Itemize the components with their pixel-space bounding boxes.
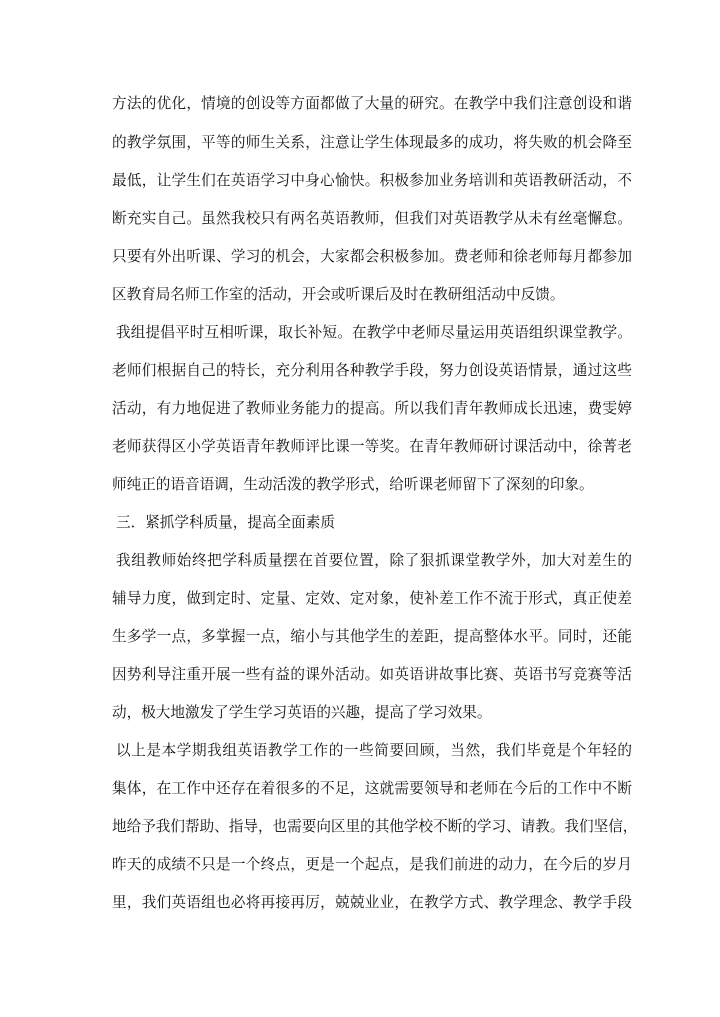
text-line: 老师们根据自己的特长，充分利用各种教学手段，努力创设英语情景，通过这些: [112, 362, 632, 379]
text-line: 动，极大地激发了学生学习英语的兴趣，提高了学习效果。: [112, 704, 492, 721]
text-line: 断充实自己。虽然我校只有两名英语教师，但我们对英语教学从未有丝毫懈怠。: [112, 210, 632, 227]
text-line: 集体，在工作中还存在着很多的不足，这就需要领导和老师在今后的工作中不断: [112, 780, 632, 797]
text-line: 活动，有力地促进了教师业务能力的提高。所以我们青年教师成长迅速，费雯婷: [112, 400, 632, 417]
text-line: 因势利导注重开展一些有益的课外活动。如英语讲故事比赛、英语书写竞赛等活: [112, 666, 632, 683]
paragraph-first-line: 以上是本学期我组英语教学工作的一些简要回顾，当然，我们毕竟是个年轻的: [116, 742, 632, 759]
text-line: 生多学一点，多掌握一点，缩小与其他学生的差距，提高整体水平。同时，还能: [112, 628, 632, 645]
text-line: 区教育局名师工作室的活动，开会或听课后及时在教研组活动中反馈。: [112, 286, 565, 303]
text-line: 的教学氛围，平等的师生关系，注意让学生体现最多的成功，将失败的机会降至: [112, 134, 632, 151]
text-line: 里，我们英语组也必将再接再厉，兢兢业业，在教学方式、教学理念、教学手段: [112, 894, 632, 911]
text-line: 地给予我们帮助、指导，也需要向区里的其他学校不断的学习、请教。我们坚信，: [112, 818, 638, 835]
section-heading: 三．紧抓学科质量，提高全面素质: [116, 514, 335, 531]
paragraph-first-line: 我组教师始终把学科质量摆在首要位置，除了狠抓课堂教学外，加大对差生的: [116, 552, 632, 569]
text-line: 师纯正的语音语调，生动活泼的教学形式，给听课老师留下了深刻的印象。: [112, 476, 594, 493]
text-line: 只要有外出听课、学习的机会，大家都会积极参加。费老师和徐老师每月都参加: [112, 248, 632, 265]
text-line: 昨天的成绩不只是一个终点，更是一个起点，是我们前进的动力，在今后的岁月: [112, 856, 632, 873]
text-line: 辅导力度，做到定时、定量、定效、定对象，使补差工作不流于形式，真正使差: [112, 590, 632, 607]
text-line: 最低，让学生们在英语学习中身心愉快。积极参加业务培训和英语教研活动，不: [112, 172, 632, 189]
text-line: 方法的优化，情境的创设等方面都做了大量的研究。在教学中我们注意创设和谐: [112, 95, 632, 112]
text-line: 老师获得区小学英语青年教师评比课一等奖。在青年教师研讨课活动中，徐菁老: [112, 438, 632, 455]
paragraph-first-line: 我组提倡平时互相听课，取长补短。在教学中老师尽量运用英语组织课堂教学。: [116, 324, 632, 341]
